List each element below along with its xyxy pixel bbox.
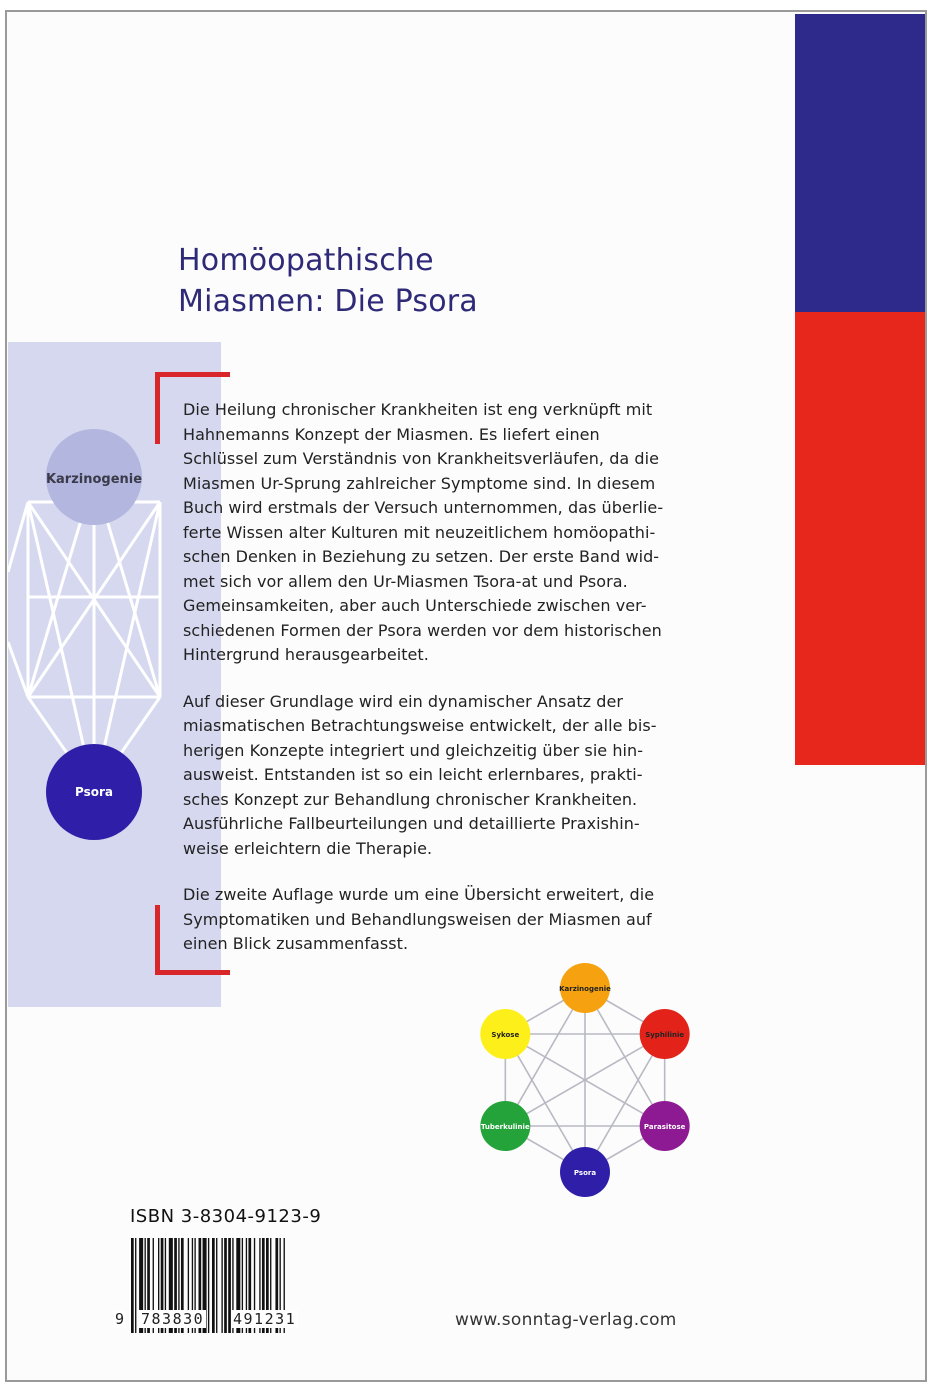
title-line-1: Homöopathische: [178, 243, 434, 278]
karzinogenie-label: Karzinogenie: [45, 472, 143, 487]
wheel-connections: [505, 988, 664, 1172]
spine-blue-band: [795, 14, 925, 312]
barcode-digit-first: 9: [115, 1310, 125, 1328]
wheel-label-psora: Psora: [573, 1169, 597, 1177]
barcode-bar: [221, 1238, 222, 1333]
wheel-label-sykose: Sykose: [491, 1031, 520, 1039]
barcode-digits-left: 783830: [141, 1310, 205, 1328]
barcode-bar: [224, 1238, 227, 1333]
blurb: [183, 398, 723, 979]
miasm-wheel: [470, 960, 700, 1200]
barcode-bar: [135, 1238, 136, 1333]
wheel-label-syphilinie: Syphilinie: [645, 1031, 685, 1039]
psora-label: Psora: [75, 785, 113, 799]
barcode-bar: [216, 1238, 217, 1333]
barcode-bar: [131, 1238, 134, 1333]
blurb-paragraph-3: Die zweite Auflage wurde um eine Übersicht erweitert, die Symptomatiken und Behandlungsweisen der Miasmen auf einen Blick zusammenfasst.: [183, 885, 655, 953]
blurb-paragraph-2: Auf dieser Grundlage wird ein dynamischer Ansatz der miasmatischen Betrachtungsweise entwickelt, der alle bis- herigen Konzepte integriert und gleichzeitig über sie hin- ausweist. Entstanden ist so ein leicht erlernbares, prakti- sches Konzept zur Behandlung chronischer Krankheiten. Ausführliche Fallbeurteilungen und detaillierte Praxishin- weise erleichtern die Therapie.: [183, 691, 657, 858]
blurb-paragraph-1: Die Heilung chronischer Krankheiten ist eng verknüpft mit Hahnemanns Konzept der Miasmen. Es liefert einen Schlüssel zum Verständnis von Krankheitsverläufen, da die Miasmen Ur-Sprung zahlreicher Symptome sind. In diesem Buch wird erstmals der Versuch unternommen, das überlie- ferte Wissen alter Kulturen mit neuzeitlichem homöopathi- schen Denken in Beziehung zu setzen. Der erste Band wid- met sich vor allem den Ur-Miasmen Tsora-at und Psora. Gemeinsamkeiten, aber auch Unterschiede zwischen ver- schiedenen Formen der Psora werden vor dem historischen Hintergrund herausgearbeitet.: [183, 400, 664, 664]
wheel-label-tuberkulinie: Tuberkulinie: [480, 1123, 530, 1131]
barcode-bar: [212, 1238, 215, 1333]
isbn-text: ISBN 3-8304-9123-9: [130, 1206, 322, 1227]
barcode-bar: [208, 1238, 209, 1333]
book-title: [178, 240, 738, 322]
wheel-label-karzinogenie: Karzinogenie: [559, 985, 611, 993]
barcode-digits-right: 491231: [233, 1310, 297, 1328]
wheel-label-parasitose: Parasitose: [643, 1123, 686, 1131]
title-line-2: Miasmen: Die Psora: [178, 284, 478, 319]
spine-red-band: [795, 312, 925, 765]
publisher-url: www.sonntag-verlag.com: [455, 1310, 677, 1330]
